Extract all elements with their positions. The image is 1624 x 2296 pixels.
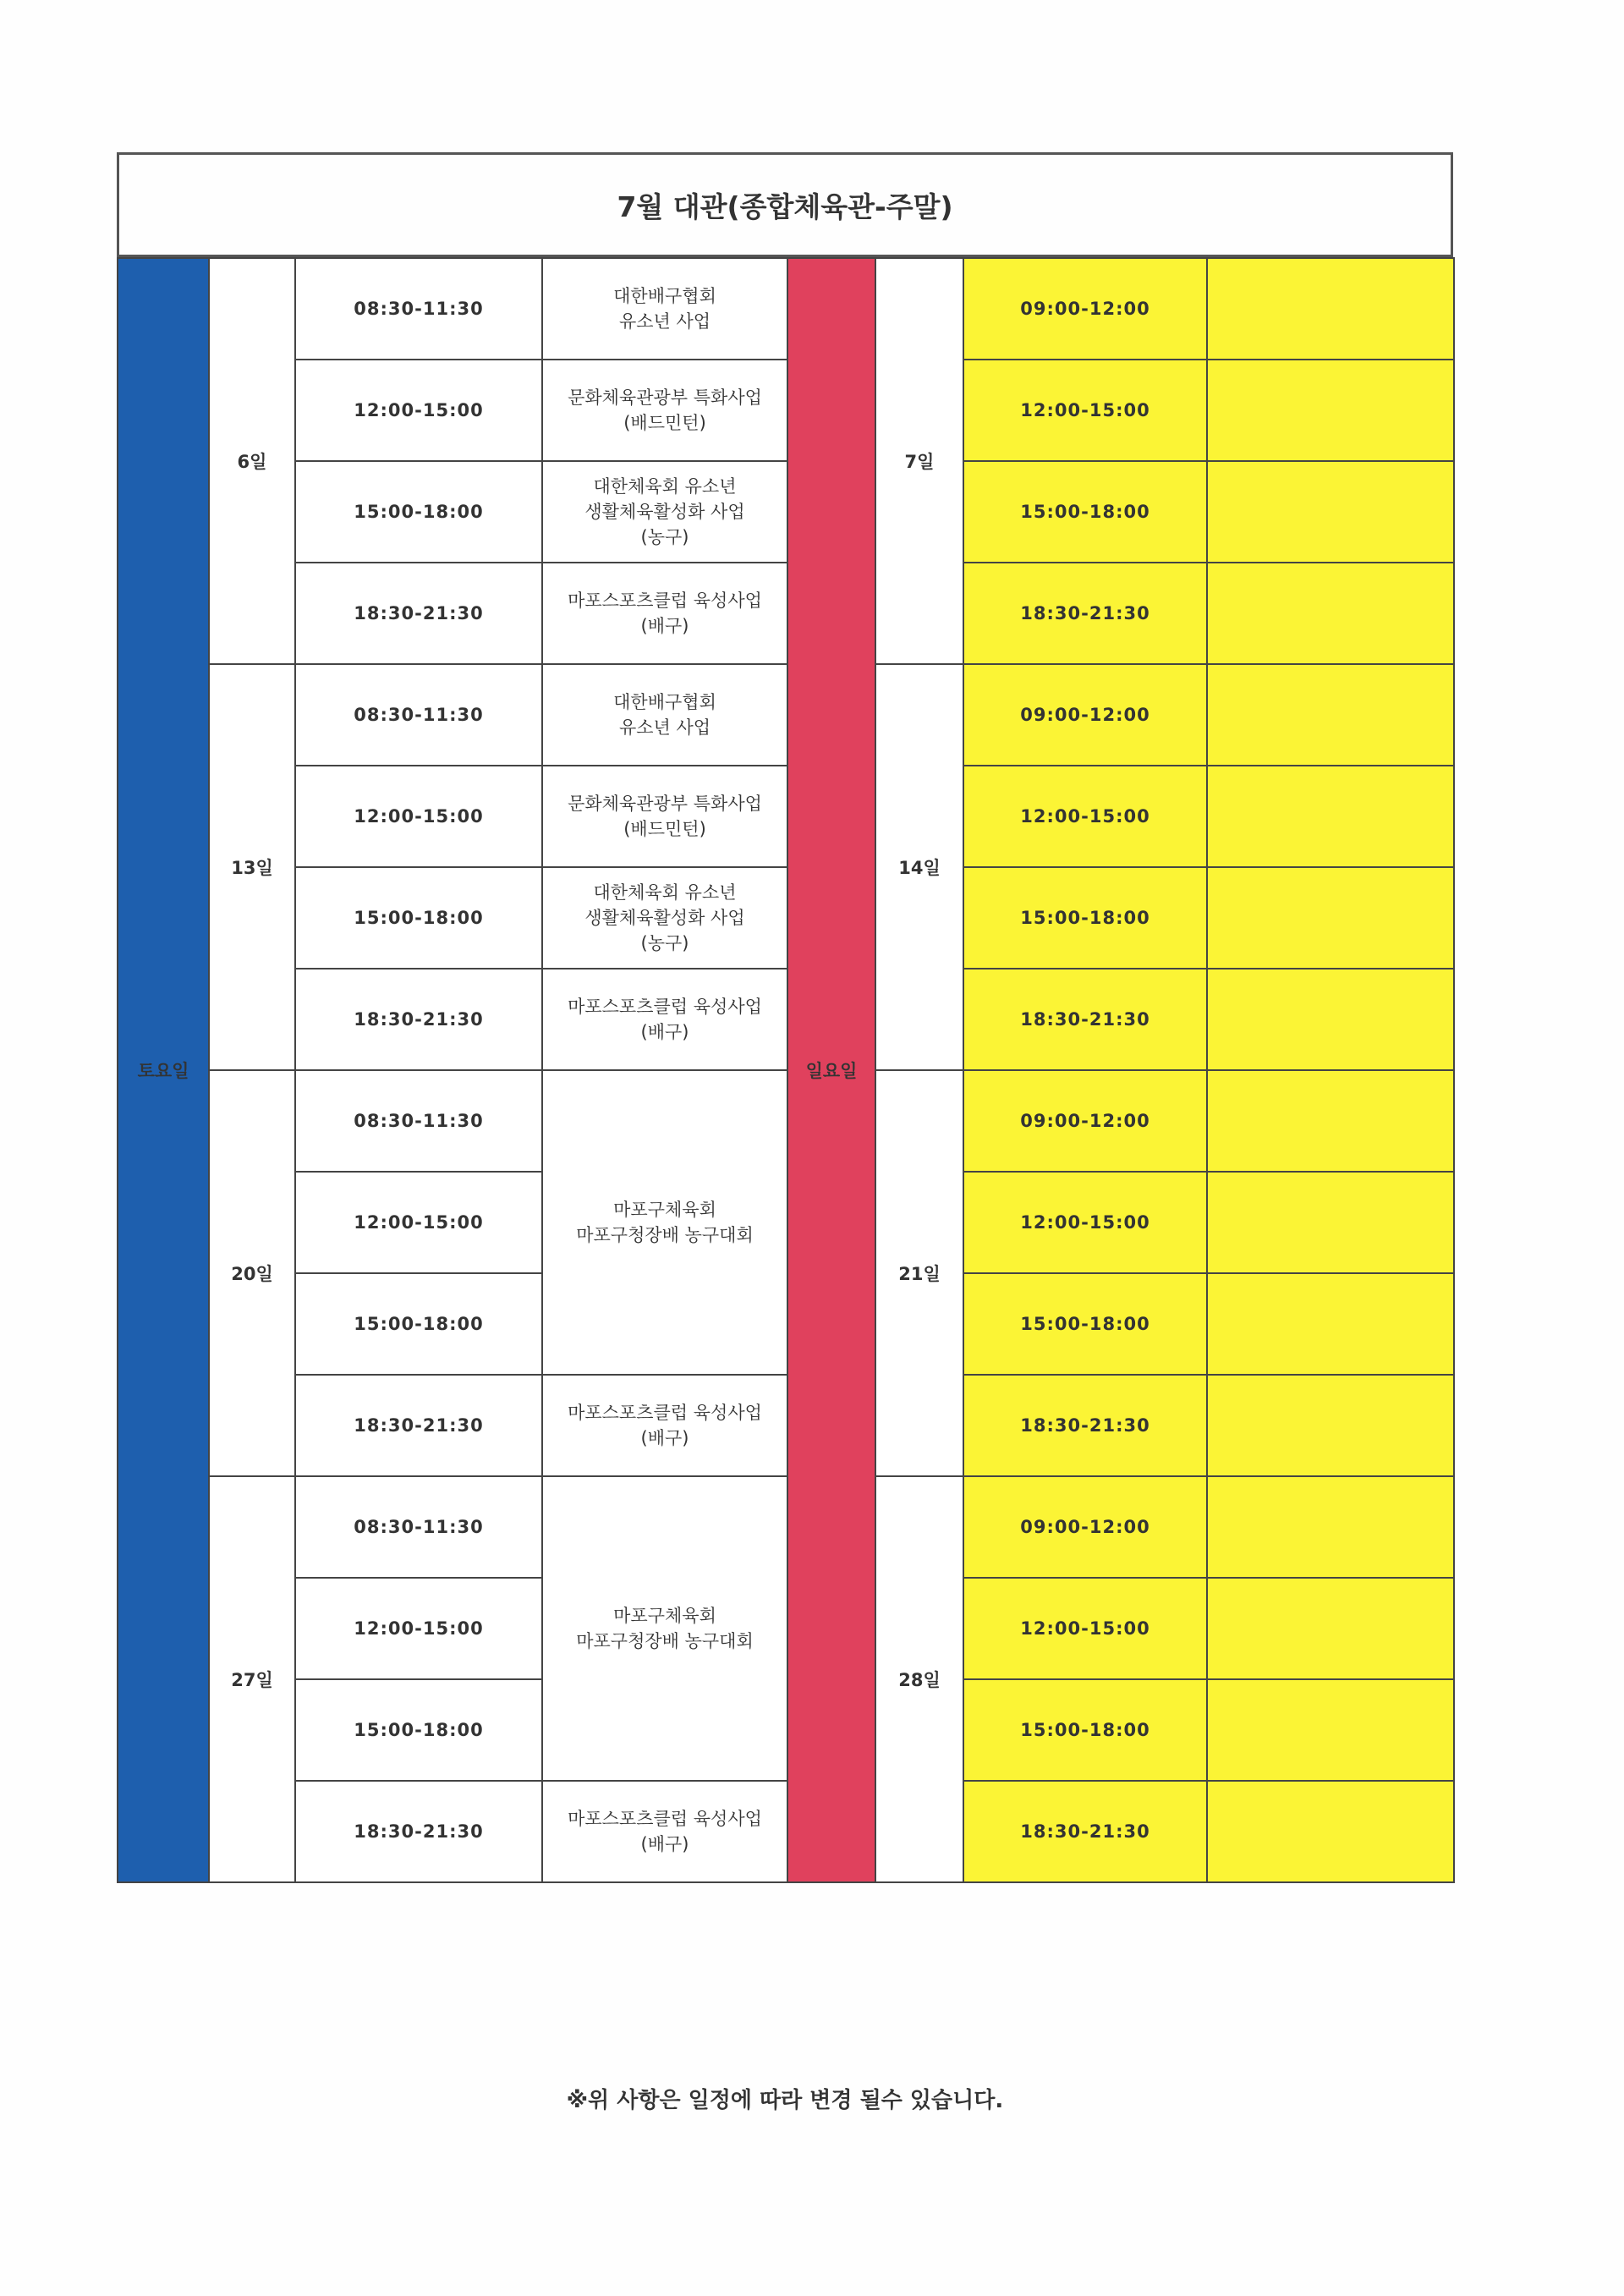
event-line: 마포구청장배 농구대회: [576, 1225, 754, 1245]
saturday-date: 27일: [209, 1476, 295, 1882]
time-slot: 09:00-12:00: [963, 1476, 1207, 1578]
event-cell: [542, 563, 787, 664]
event-cell: [542, 1781, 787, 1882]
empty-cell: [1207, 1578, 1454, 1679]
table-row: [118, 360, 1454, 461]
sunday-date: 21일: [875, 1070, 963, 1476]
table-row: [118, 1070, 1454, 1172]
merged-event-cell: [542, 1070, 787, 1375]
event-line: (배구): [640, 1428, 689, 1448]
page-title: 7월 대관(종합체육관-주말): [117, 152, 1453, 257]
empty-cell: [1207, 258, 1454, 360]
empty-cell: [1207, 1476, 1454, 1578]
time-slot: 12:00-15:00: [295, 360, 542, 461]
saturday-date: 6일: [209, 258, 295, 664]
event-cell: [542, 969, 787, 1070]
table-row: [118, 664, 1454, 766]
empty-cell: [1207, 1273, 1454, 1375]
empty-cell: [1207, 461, 1454, 563]
table-row: [118, 969, 1454, 1070]
event-line: 문화체육관광부 특화사업: [568, 794, 762, 814]
table-row: [118, 1476, 1454, 1578]
time-slot: 12:00-15:00: [963, 1578, 1207, 1679]
event-line: 생활체육활성화 사업: [584, 502, 745, 522]
sunday-date: 28일: [875, 1476, 963, 1882]
empty-cell: [1207, 969, 1454, 1070]
table-row: [118, 1375, 1454, 1476]
time-slot: 12:00-15:00: [295, 1172, 542, 1273]
merged-event-cell: [542, 1476, 787, 1781]
time-slot: 15:00-18:00: [963, 1273, 1207, 1375]
time-slot: 15:00-18:00: [963, 461, 1207, 563]
event-line: 대한배구협회: [613, 692, 716, 712]
event-line: (배드민턴): [623, 413, 706, 433]
empty-cell: [1207, 1781, 1454, 1882]
schedule-body: [118, 258, 1454, 1882]
empty-cell: [1207, 1679, 1454, 1781]
empty-cell: [1207, 1375, 1454, 1476]
sunday-label: 일요일: [787, 258, 875, 1882]
table-row: [118, 766, 1454, 867]
empty-cell: [1207, 563, 1454, 664]
empty-cell: [1207, 1172, 1454, 1273]
event-line: 대한체육회 유소년: [593, 882, 737, 903]
saturday-date: 13일: [209, 664, 295, 1070]
time-slot: 08:30-11:30: [295, 664, 542, 766]
time-slot: 12:00-15:00: [963, 1172, 1207, 1273]
event-cell: [542, 867, 787, 969]
event-line: 대한체육회 유소년: [593, 476, 737, 497]
time-slot: 15:00-18:00: [295, 1679, 542, 1781]
event-cell: [542, 461, 787, 563]
sunday-date: 14일: [875, 664, 963, 1070]
table-row: [118, 867, 1454, 969]
event-line: 마포스포츠클럽 육성사업: [568, 1403, 762, 1423]
time-slot: 12:00-15:00: [295, 1578, 542, 1679]
time-slot: 18:30-21:30: [963, 969, 1207, 1070]
table-row: [118, 1781, 1454, 1882]
schedule-sheet: [117, 152, 1457, 2113]
event-cell: [542, 766, 787, 867]
time-slot: 09:00-12:00: [963, 1070, 1207, 1172]
time-slot: 12:00-15:00: [963, 360, 1207, 461]
event-line: 유소년 사업: [618, 717, 711, 738]
event-line: 마포구청장배 농구대회: [576, 1631, 754, 1651]
time-slot: 15:00-18:00: [963, 867, 1207, 969]
schedule-table: [117, 257, 1455, 1883]
time-slot: 15:00-18:00: [963, 1679, 1207, 1781]
time-slot: 18:30-21:30: [295, 1781, 542, 1882]
table-row: [118, 258, 1454, 360]
event-line: (농구): [640, 527, 689, 547]
empty-cell: [1207, 766, 1454, 867]
time-slot: 18:30-21:30: [295, 563, 542, 664]
event-line: 마포구체육회: [613, 1606, 716, 1626]
saturday-date: 20일: [209, 1070, 295, 1476]
event-cell: [542, 258, 787, 360]
event-line: 문화체육관광부 특화사업: [568, 387, 762, 408]
event-line: (농구): [640, 933, 689, 953]
time-slot: 12:00-15:00: [295, 766, 542, 867]
time-slot: 18:30-21:30: [963, 563, 1207, 664]
footnote: ※위 사항은 일정에 따라 변경 될수 있습니다.: [566, 2088, 1004, 2113]
time-slot: 18:30-21:30: [295, 1375, 542, 1476]
time-slot: 08:30-11:30: [295, 1070, 542, 1172]
event-line: 대한배구협회: [613, 286, 716, 306]
event-line: 마포스포츠클럽 육성사업: [568, 997, 762, 1017]
event-line: (배구): [640, 1022, 689, 1042]
table-row: [118, 461, 1454, 563]
time-slot: 18:30-21:30: [963, 1781, 1207, 1882]
time-slot: 12:00-15:00: [963, 766, 1207, 867]
time-slot: 09:00-12:00: [963, 258, 1207, 360]
event-line: (배드민턴): [623, 819, 706, 839]
empty-cell: [1207, 664, 1454, 766]
time-slot: 15:00-18:00: [295, 1273, 542, 1375]
time-slot: 15:00-18:00: [295, 867, 542, 969]
sunday-date: 7일: [875, 258, 963, 664]
event-line: 마포스포츠클럽 육성사업: [568, 590, 762, 611]
empty-cell: [1207, 360, 1454, 461]
time-slot: 09:00-12:00: [963, 664, 1207, 766]
time-slot: 18:30-21:30: [295, 969, 542, 1070]
time-slot: 08:30-11:30: [295, 258, 542, 360]
event-line: 유소년 사업: [618, 311, 711, 332]
event-cell: [542, 1375, 787, 1476]
event-line: 마포스포츠클럽 육성사업: [568, 1809, 762, 1829]
table-row: [118, 563, 1454, 664]
event-line: (배구): [640, 1834, 689, 1854]
event-cell: [542, 664, 787, 766]
event-line: (배구): [640, 616, 689, 636]
event-line: 생활체육활성화 사업: [584, 908, 745, 928]
event-cell: [542, 360, 787, 461]
empty-cell: [1207, 1070, 1454, 1172]
time-slot: 08:30-11:30: [295, 1476, 542, 1578]
empty-cell: [1207, 867, 1454, 969]
time-slot: 18:30-21:30: [963, 1375, 1207, 1476]
time-slot: 15:00-18:00: [295, 461, 542, 563]
event-line: 마포구체육회: [613, 1200, 716, 1220]
saturday-label: 토요일: [118, 258, 209, 1882]
